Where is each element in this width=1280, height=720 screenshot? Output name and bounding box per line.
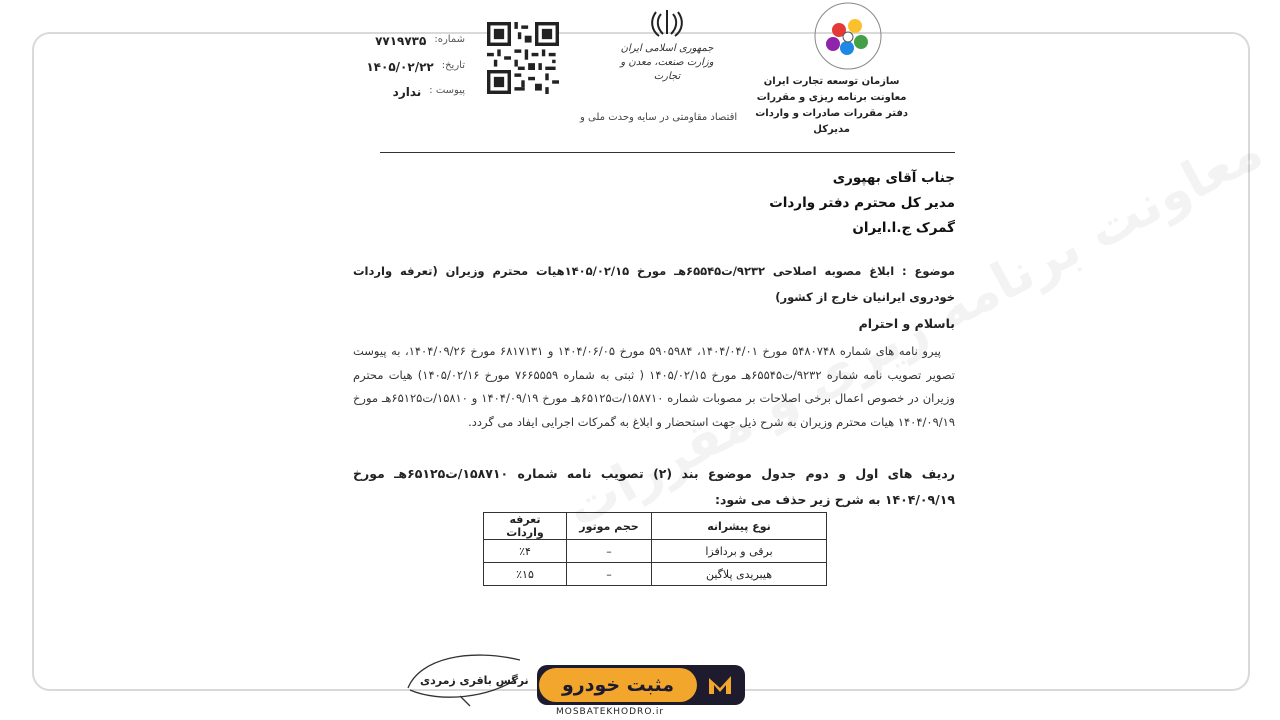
greeting: باسلام و احترام — [858, 316, 955, 331]
letter-number: شماره: ۷۷۱۹۷۳۵ — [375, 34, 465, 48]
table-cell: ٪۴ — [484, 540, 567, 563]
letter-subject: موضوع : ابلاغ مصوبه اصلاحی ۹۲۳۲/ت۶۵۵۴۵هـ مورخ ۱۴۰۵/۰۲/۱۵هیات محترم وزیران (تعرفه واردات خودروی ایرانیان خارج از کشور) — [353, 264, 956, 304]
tariff-table — [483, 512, 827, 586]
org-sub3: مدیرکل — [813, 124, 850, 135]
qr-code-icon — [487, 22, 559, 94]
org-sub2: دفتر مقررات صادرات و واردات — [755, 108, 908, 119]
col-engine-volume: حجم موتور — [567, 513, 652, 540]
signature-name: نرگس باقری زمردی — [420, 674, 529, 687]
addressee-title: مدیر کل محترم دفتر واردات — [769, 195, 955, 211]
table-cell: ٪۱۵ — [484, 563, 567, 586]
emblem-icon — [650, 8, 684, 38]
emblem-line1: جمهوری اسلامی ایران — [620, 43, 714, 54]
brand-name: مثبت خودرو — [539, 668, 697, 702]
tpo-logo-icon — [803, 0, 893, 72]
letter-body — [353, 340, 955, 434]
org-name: سازمان توسعه تجارت ایران — [763, 76, 900, 87]
letter-attachment: پیوست : ندارد — [392, 85, 465, 99]
table-row — [484, 540, 827, 563]
addressee-name: جناب آقای بهپوری — [832, 170, 955, 186]
col-import-tariff: تعرفه واردات — [484, 513, 567, 540]
iran-emblem — [617, 8, 717, 84]
emblem-line2: وزارت صنعت، معدن و تجارت — [620, 57, 714, 82]
header-divider — [380, 152, 955, 153]
letter-emphasis: ردیف های اول و دوم جدول موضوع بند (۲) تصویب نامه شماره ۱۵۸۷۱۰/ت۶۵۱۲۵هـ مورخ ۱۴۰۴/۰۹/۱۹ به شرح زیر حذف می شود: — [353, 466, 955, 507]
brand-mark-icon — [707, 674, 733, 696]
addressee-org: گمرک ج.ا.ایران — [852, 220, 955, 236]
table-header-row — [484, 513, 827, 540]
table-row — [484, 563, 827, 586]
table-cell: برقی و بردافزا — [652, 540, 827, 563]
brand-logo — [537, 665, 745, 705]
letter-date: تاریخ: ۱۴۰۵/۰۲/۲۲ — [366, 60, 465, 74]
table-cell: – — [567, 540, 652, 563]
letter — [345, 0, 965, 720]
table-cell: – — [567, 563, 652, 586]
letter-body-text: پیرو نامه های شماره ۵۴۸۰۷۴۸ مورخ ۱۴۰۴/۰۴/۰۱، ۵۹۰۵۹۸۴ مورخ ۱۴۰۴/۰۶/۰۵ و ۶۸۱۷۱۳۱ مورخ ۱۴۰۴/۰۹/۲۶، به پیوست تصویر تصویب نامه شماره ۹۲۳۲/ت۶۵۵۴۵هـ مورخ ۱۴۰۵/۰۲/۱۵ ( ثبتی به شماره ۷۶۶۵۵۵۹ مورخ ۱۴۰۵/۰۲/۱۶) هیات محترم وزیران در خصوص اعمال برخی اصلاحات بر مصوبات شماره ۱۵۸۷۱۰/ت۶۵۱۲۵هـ مورخ ۱۴۰۴/۰۹/۱۹ و ۱۵۸۱۰/ت۶۵۱۲۵هـ مورخ ۱۴۰۴/۰۹/۱۹ هیات محترم وزیران به شرح ذیل جهت استحضار و ابلاغ به گمرکات اجرایی ایفاد می گردد. — [353, 344, 956, 429]
brand-url: MOSBATEKHODRO.ir — [556, 707, 665, 717]
org-title-block — [755, 74, 908, 138]
table-cell: هیبریدی پلاگین — [652, 563, 827, 586]
slogan: اقتصاد مقاومتی در سایه وحدت ملی و — [580, 112, 738, 123]
col-engine-type: نوع پیشرانه — [652, 513, 827, 540]
org-sub1: معاونت برنامه ریزی و مقررات — [756, 92, 907, 103]
